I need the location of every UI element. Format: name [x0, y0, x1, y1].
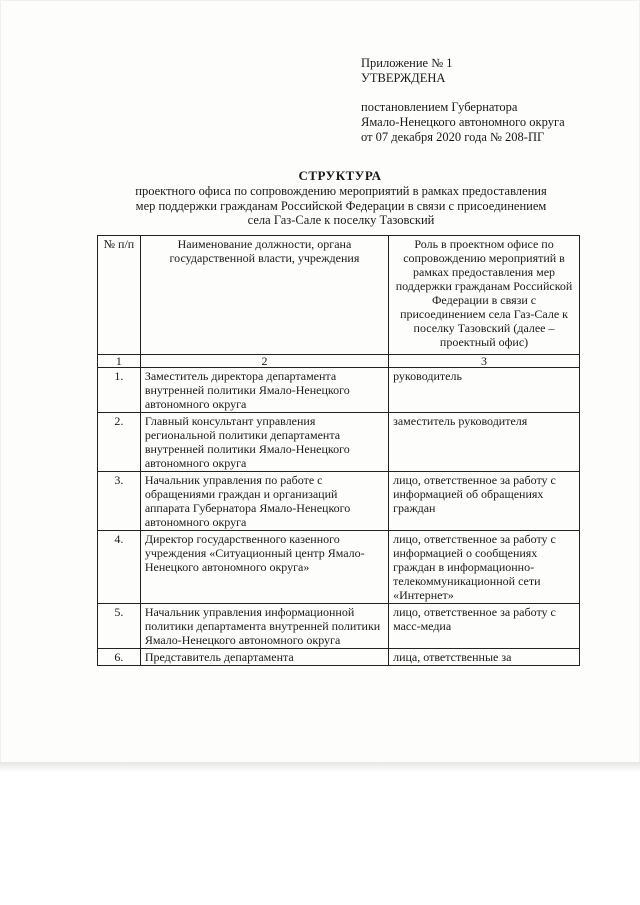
row-number: 1. [98, 368, 141, 413]
decree-line-2: Ямало-Ненецкого автономного округа [361, 115, 565, 129]
row-role: заместитель руководителя [389, 413, 580, 472]
table-row [98, 649, 580, 666]
row-role: руководитель [389, 368, 580, 413]
table-row [98, 368, 580, 413]
column-number: 3 [389, 355, 580, 368]
table-row [98, 604, 580, 649]
row-number: 4. [98, 531, 141, 604]
header-number: № п/п [98, 236, 141, 355]
row-position: Заместитель директора департамента внутренней политики Ямало-Ненецкого автономного округа [140, 368, 388, 413]
row-position: Главный консультант управления региональной политики департамента внутренней политики Ямало-Ненецкого автономного округа [140, 413, 388, 472]
row-role: лицо, ответственное за работу с информацией об обращениях граждан [389, 472, 580, 531]
column-number-row [98, 355, 580, 368]
row-number: 6. [98, 649, 141, 666]
decree-line-3: от 07 декабря 2020 года № 208-ПГ [361, 130, 545, 144]
table-row [98, 531, 580, 604]
structure-table [97, 235, 580, 666]
table-row [98, 413, 580, 472]
table-row [98, 472, 580, 531]
document-title: СТРУКТУРА [298, 168, 382, 183]
row-role: лицо, ответственное за работу с информацией о сообщениях граждан в информационно-телекоммуникационной сети «Интернет» [389, 531, 580, 604]
row-position: Начальник управления информационной политики департамента внутренней политики Ямало-Ненецкого автономного округа [140, 604, 388, 649]
header-role: Роль в проектном офисе по сопровождению мероприятий в рамках предоставления мер поддержки гражданам Российской Федерации в связи с присоединением села Газ-Сале к поселку Тазовский (далее – проектный офис) [389, 236, 580, 355]
row-role: лица, ответственные за [389, 649, 580, 666]
header-position: Наименование должности, органа государственной власти, учреждения [140, 236, 388, 355]
row-number: 2. [98, 413, 141, 472]
subtitle-line-1: проектного офиса по сопровождению мероприятий в рамках предоставления [135, 184, 547, 198]
approved-label: УТВЕРЖДЕНА [361, 71, 446, 85]
decree-line-1: постановлением Губернатора [361, 100, 518, 114]
row-position: Директор государственного казенного учреждения «Ситуационный центр Ямало-Ненецкого автономного округа» [140, 531, 388, 604]
column-number: 2 [140, 355, 388, 368]
row-number: 3. [98, 472, 141, 531]
row-number: 5. [98, 604, 141, 649]
subtitle-line-2: мер поддержки гражданам Российской Федерации в связи с присоединением [135, 198, 547, 213]
page-edge-shadow [0, 762, 640, 772]
appendix-label: Приложение № 1 [361, 56, 453, 70]
column-number: 1 [98, 355, 141, 368]
table-header-row [98, 236, 580, 355]
row-position: Представитель департамента [140, 649, 388, 666]
row-position: Начальник управления по работе с обращениями граждан и организаций аппарата Губернатора Ямало-Ненецкого автономного округа [140, 472, 388, 531]
subtitle-line-3: села Газ-Сале к поселку Тазовский [247, 213, 435, 227]
approval-header [361, 56, 565, 145]
document-subtitle [96, 184, 586, 228]
row-role: лицо, ответственное за работу с масс-медиа [389, 604, 580, 649]
